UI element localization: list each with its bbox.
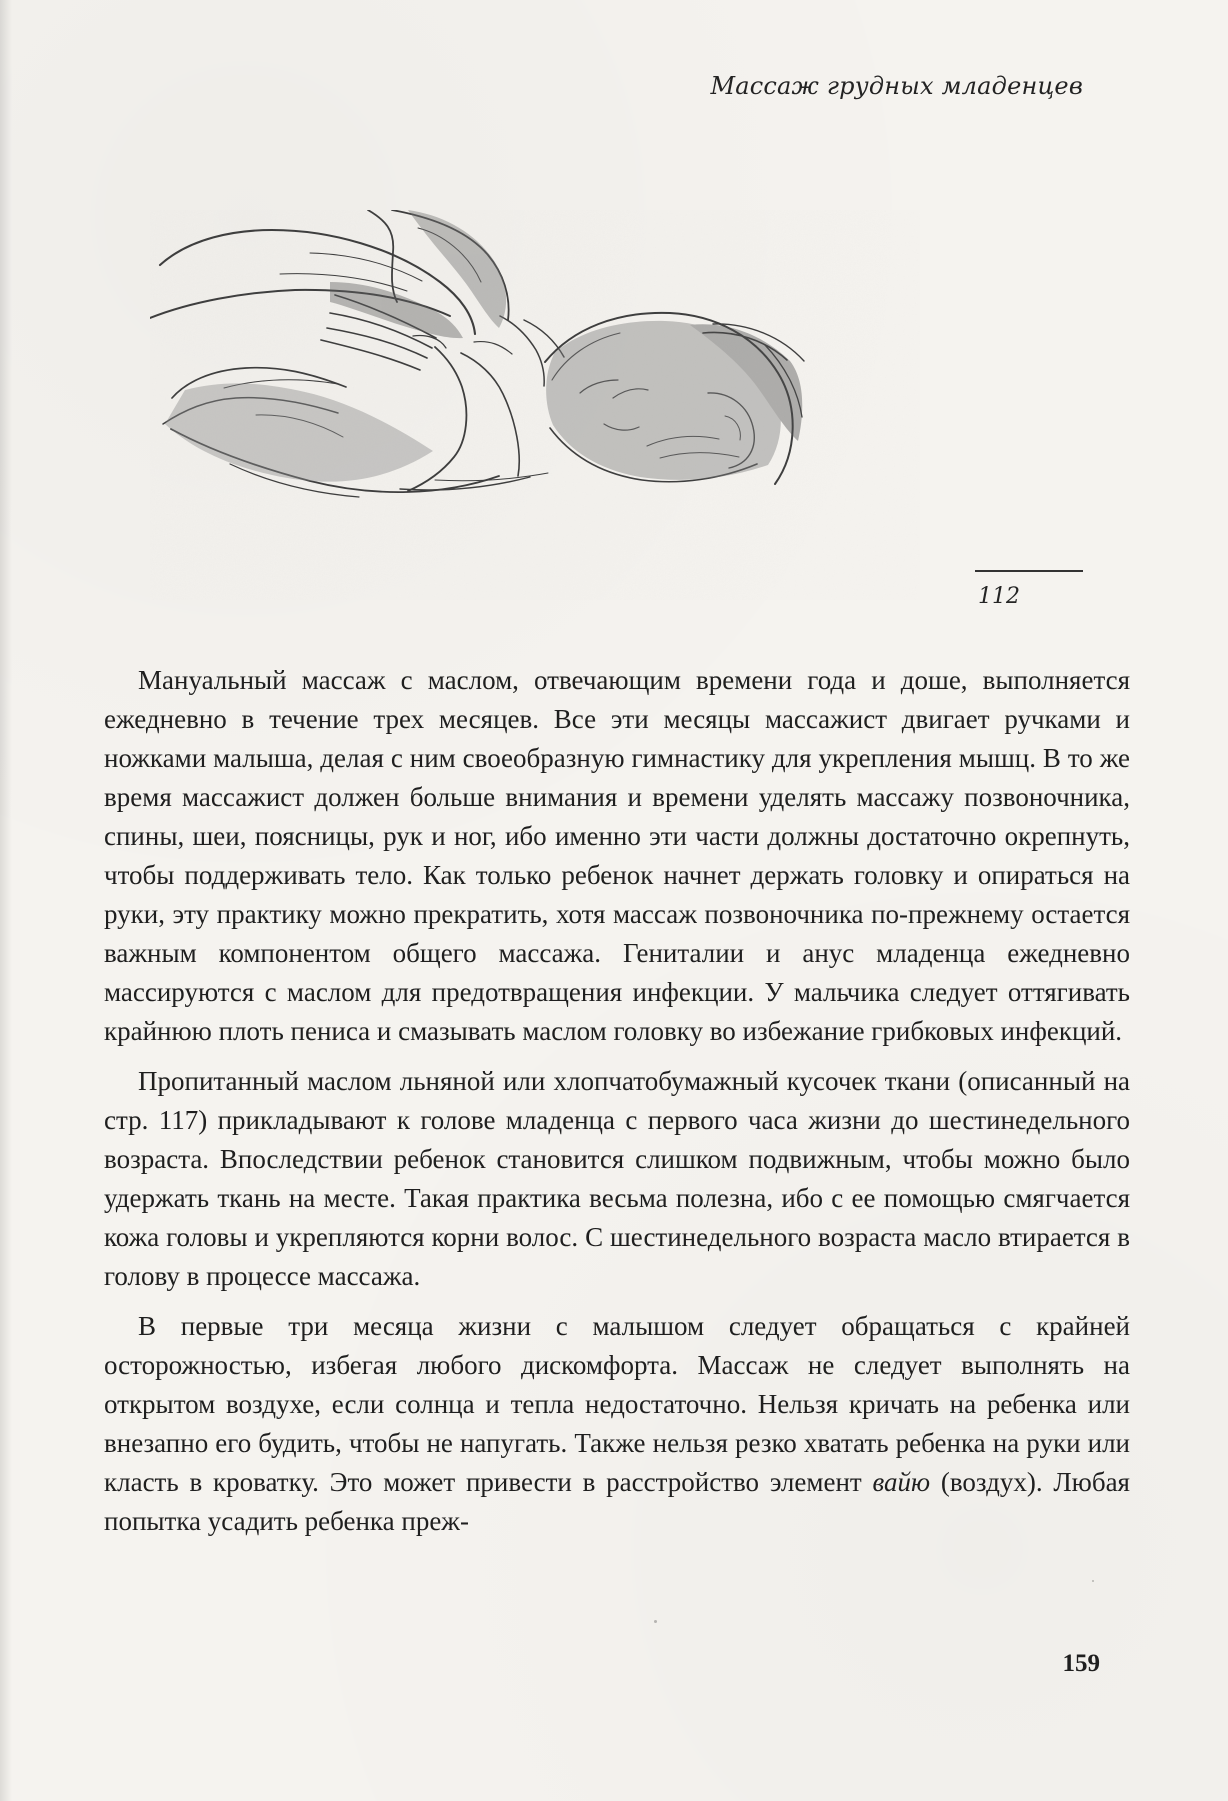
paragraph-3-before-italic: В первые три месяца жизни с малышом следует обращаться с крайней осторожностью, избегая любого дискомфорта. Массаж не следует выполнять на открытом воздухе, если солнца и тепла недостаточно. Нельзя кричать на ребенка или внезапно его будить, чтобы не напугать. Также нельзя резко хватать ребенка на руки или класть в кроватку. Это может привести в расстройство элемент [104,1311,1130,1497]
main-text [104,661,1130,1541]
paragraph-2: Пропитанный маслом льняной или хлопчатобумажный кусочек ткани (описанный на стр. 117) прикладывают к голове младенца с первого часа жизни до шестинедельного возраста. Впоследствии ребенок становится слишком подвижным, чтобы можно было удержать ткань на месте. Такая практика весьма полезна, ибо с ее помощью смягчается кожа головы и укрепляются корни волос. С шестинедельного возраста масло втирается в голову в процессе массажа. [104,1066,1130,1291]
paper-speck [654,1620,657,1623]
italic-term: вайю [872,1467,931,1497]
figure-number: 112 [978,584,1020,609]
page-edge-shadow [0,0,12,1801]
paragraph-3-after-italic: (воздух). Любая попытка усадить ребенка преж- [104,1467,1130,1536]
paragraph-1: Мануальный массаж с маслом, отвечающим времени года и доше, выполняется ежедневно в течение трех месяцев. Все эти месяцы массажист двигает ручками и ножками малыша, делая с ним своеобразную гимнастику для укрепления мышц. В то же время массажист должен больше внимания и времени уделять массажу позвоночника, спины, шеи, поясницы, рук и ног, ибо именно эти части должны достаточно окрепнуть, чтобы поддерживать тело. Как только ребенок начнет держать головку и опираться на руки, эту практику можно прекратить, хотя массаж позвоночника по-прежнему остается важным компонентом общего массажа. Гениталии и анус младенца ежедневно массируются с маслом для предотвращения инфекции. У мальчика следует оттягивать крайнюю плоть пениса и смазывать маслом головку во избежание грибковых инфекций. [104,665,1130,1046]
page-number: 159 [1062,1650,1100,1677]
paper-speck [1092,1580,1094,1582]
infant-massage-illustration [150,210,920,600]
figure-rule [975,570,1083,572]
running-header: Массаж грудных младенцев [710,72,1083,100]
paragraph-3 [104,1307,1130,1541]
